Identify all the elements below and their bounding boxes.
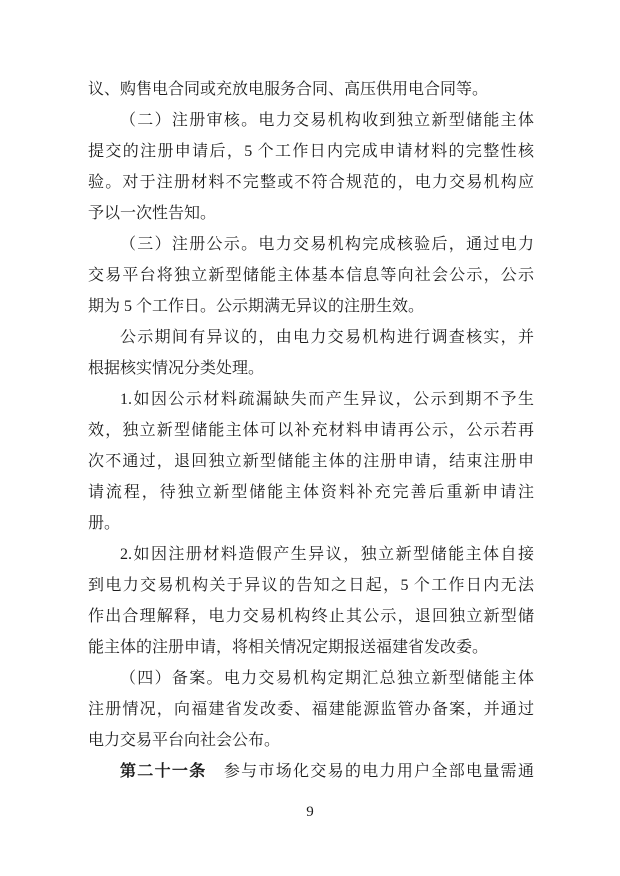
text-line bbox=[88, 756, 534, 787]
paragraph bbox=[88, 663, 534, 756]
text-run: 注册情况，向福建省发改委、福建能源监管办备案，并通过 bbox=[88, 701, 534, 718]
paragraph bbox=[88, 384, 534, 539]
text-run: 公示期间有异议的，由电力交易机构进行调查核实，并 bbox=[120, 329, 534, 346]
text-line bbox=[88, 539, 534, 570]
text-line bbox=[88, 725, 534, 756]
text-line bbox=[88, 229, 534, 260]
text-line bbox=[88, 508, 534, 539]
text-line bbox=[88, 632, 534, 663]
article-heading-run: 第二十一条 bbox=[120, 763, 207, 780]
text-line bbox=[88, 415, 534, 446]
text-line bbox=[88, 198, 534, 229]
text-line bbox=[88, 105, 534, 136]
text-line bbox=[88, 601, 534, 632]
text-run: 请流程，待独立新型储能主体资料补充完善后重新申请注 bbox=[88, 484, 534, 501]
text-line bbox=[88, 384, 534, 415]
text-line bbox=[88, 260, 534, 291]
text-run: 作出合理解释，电力交易机构终止其公示，退回独立新型储 bbox=[88, 608, 534, 625]
text-run: 议、购售电合同或充放电服务合同、高压供用电合同等。 bbox=[88, 81, 489, 98]
paragraph bbox=[88, 229, 534, 322]
text-line bbox=[88, 322, 534, 353]
text-line bbox=[88, 446, 534, 477]
text-line bbox=[88, 353, 534, 384]
text-line bbox=[88, 570, 534, 601]
text-run: 能主体的注册申请，将相关情况定期报送福建省发改委。 bbox=[88, 639, 489, 656]
text-line bbox=[88, 477, 534, 508]
text-run: 予以一次性告知。 bbox=[88, 205, 217, 222]
text-line bbox=[88, 291, 534, 322]
text-run: （三）注册公示。电力交易机构完成核验后，通过电力 bbox=[120, 236, 534, 253]
document-body bbox=[88, 74, 534, 787]
text-run: 电力交易平台向社会公布。 bbox=[88, 732, 281, 749]
paragraph bbox=[88, 756, 534, 787]
text-run: 参与市场化交易的电力用户全部电量需通 bbox=[206, 763, 534, 780]
text-run: （二）注册审核。电力交易机构收到独立新型储能主体 bbox=[120, 112, 534, 129]
paragraph bbox=[88, 74, 534, 105]
text-run: 提交的注册申请后，5 个工作日内完成申请材料的完整性核 bbox=[88, 143, 534, 160]
text-line bbox=[88, 694, 534, 725]
paragraph bbox=[88, 322, 534, 384]
text-run: （四）备案。电力交易机构定期汇总独立新型储能主体 bbox=[120, 670, 534, 687]
text-run: 册。 bbox=[88, 515, 121, 532]
text-line bbox=[88, 167, 534, 198]
text-run: 效，独立新型储能主体可以补充材料申请再公示，公示若再 bbox=[88, 422, 534, 439]
text-line bbox=[88, 663, 534, 694]
paragraph bbox=[88, 105, 534, 229]
text-run: 1.如因公示材料疏漏缺失而产生异议，公示到期不予生 bbox=[120, 391, 534, 408]
page-number: 9 bbox=[306, 804, 314, 820]
text-run: 交易平台将独立新型储能主体基本信息等向社会公示，公示 bbox=[88, 267, 534, 284]
text-run: 期为 5 个工作日。公示期满无异议的注册生效。 bbox=[88, 298, 425, 315]
text-run: 根据核实情况分类处理。 bbox=[88, 360, 265, 377]
text-line bbox=[88, 136, 534, 167]
text-run: 2.如因注册材料造假产生异议，独立新型储能主体自接 bbox=[120, 546, 534, 563]
text-run: 到电力交易机构关于异议的告知之日起，5 个工作日内无法 bbox=[88, 577, 534, 594]
text-run: 验。对于注册材料不完整或不符合规范的，电力交易机构应 bbox=[88, 174, 534, 191]
text-run: 次不通过，退回独立新型储能主体的注册申请，结束注册申 bbox=[88, 453, 534, 470]
paragraph bbox=[88, 539, 534, 663]
text-line bbox=[88, 74, 534, 105]
